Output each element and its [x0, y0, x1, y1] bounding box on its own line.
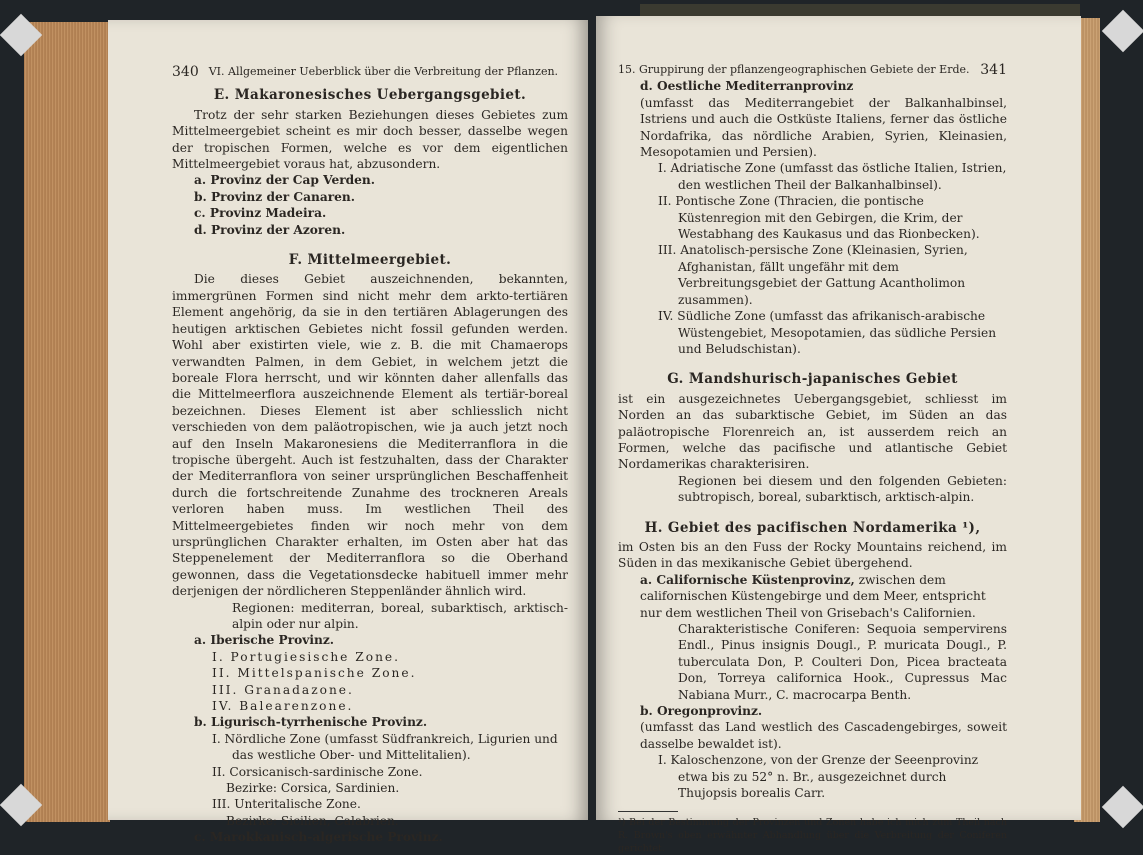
page-number: 340 — [172, 64, 199, 80]
province-title: d. Oestliche Mediterranprovinz — [640, 79, 854, 94]
section-title: H. Gebiet des pacifischen Nordamerika ¹), — [644, 519, 981, 536]
page-edges-left — [24, 22, 110, 822]
zone-item: III. Granadazone. — [212, 682, 354, 697]
zone-item: II. Pontische Zone (Thracien, die pontische Küstenregion mit den Gebirgen, die Krim, der Westabhang des Kaukasus und das Rionbecken). — [658, 194, 980, 242]
zone-item: II. Corsicanisch-sardinische Zone. — [212, 764, 423, 779]
section-title: E. Makaronesisches Uebergangsgebiet. — [213, 87, 527, 104]
list-item: a. Provinz der Cap Verden. — [194, 173, 376, 188]
list-item: b. Provinz der Canaren. — [194, 189, 356, 204]
regions-line: Regionen bei diesem und den folgenden Gebieten: subtropisch, boreal, subarktisch, arktisch-alpin. — [678, 473, 1007, 505]
zone-item: III. Unteritalische Zone. — [212, 797, 361, 812]
province-title: a. Californische Küstenprovinz, — [640, 572, 855, 587]
province-title: a. Iberische Provinz. — [194, 633, 335, 648]
district-line: Bezirke: Sicilien, Calabrien. — [226, 813, 399, 828]
page-number: 341 — [980, 62, 1007, 78]
running-header-left — [172, 64, 568, 80]
list-item: d. Provinz der Azoren. — [194, 222, 346, 237]
province-title: b. Ligurisch-tyrrhenische Provinz. — [194, 715, 428, 730]
footnote-rule — [618, 811, 678, 812]
zone-item: I. Kaloschenzone, von der Grenze der Seeenprovinz etwa bis zu 52° n. Br., ausgezeichnet durch Thujopsis borealis Carr. — [658, 753, 979, 801]
conifers-line: Charakteristische Coniferen: Sequoia sempervirens Endl., Pinus insignis Dougl., P. muricata Dougl., P. tuberculata Don, P. Coulteri Don, Picea bracteata Don, Torreya californica Hook., Cupressus Mac Nabiana Murr., C. macrocarpa Benth. — [678, 622, 1007, 702]
section-title: G. Mandshurisch-japanisches Gebiet — [667, 371, 958, 388]
paragraph: ist ein ausgezeichnetes Uebergangsgebiet, schliesst im Norden an das subarktische Gebiet, im Süden an das paläotropische Florenreich an, ist ausserdem reich an Formen, welche das pacifische und atlantische Gebiet Nordamerikas charakterisiren. — [618, 391, 1007, 472]
zone-item: IV. Balearenzone. — [212, 699, 354, 714]
zone-item: III. Anatolisch-persische Zone (Kleinasien, Syrien, Afghanistan, fällt ungefähr mit dem Verbreitungsgebiet der Gattung Acantholimon zusammen). — [658, 243, 968, 307]
paragraph: (umfasst das Land westlich des Cascadengebirges, soweit dasselbe bewaldet ist). — [640, 720, 1007, 751]
right-page — [596, 16, 1081, 855]
paragraph: Trotz der sehr starken Beziehungen dieses Gebietes zum Mittelmeergebiet scheint es mir doch besser, dasselbe wegen der tropischen Formen, welche es vor dem eigentlichen Mittelmeergebiet voraus hat, abzusondern. — [172, 107, 568, 172]
footnote: ¹) Bei der Bestimmung der Provinzen und Zonen habe ich mich zum Theil nach R. Brown's oben erwähnter Abhandlung über die Verbreitung der Coniferen gerichtet. — [618, 817, 1007, 855]
list-item: c. Provinz Madeira. — [194, 206, 327, 221]
zone-item: IV. Südliche Zone (umfasst das afrikanisch-arabische Wüstengebiet, Mesopotamien, das südliche Persien und Beludschistan). — [658, 309, 997, 356]
running-header-right — [618, 62, 1007, 78]
district-line: Bezirke: Corsica, Sardinien. — [226, 781, 400, 796]
zone-item: I. Adriatische Zone (umfasst das östliche Italien, Istrien, den westlichen Theil der Balkanhalbinsel). — [658, 161, 1007, 192]
zone-item: I. Portugiesische Zone. — [212, 649, 401, 664]
paragraph: (umfasst das Mediterrangebiet der Balkanhalbinsel, Istriens und auch die Ostküste Italiens, ferner das östliche Nordafrika, das nördliche Arabien, Syrien, Kleinasien, Mesopotamien und Persien). — [640, 95, 1007, 160]
header-title: VI. Allgemeiner Ueberblick über die Verbreitung der Pflanzen. — [208, 65, 559, 78]
paragraph: im Osten bis an den Fuss der Rocky Mountains reichend, im Süden in das mexikanische Gebiet übergehend. — [618, 539, 1007, 571]
section-title: F. Mittelmeergebiet. — [288, 252, 452, 269]
regions-line: Regionen: mediterran, boreal, subarktisch, arktisch-alpin oder nur alpin. — [232, 600, 568, 631]
left-page — [108, 20, 588, 845]
province-title: c. Marokkanisch-algerische Provinz. — [194, 830, 443, 845]
paragraph: Die dieses Gebiet auszeichnenden, bekannten, immergrünen Formen sind nicht mehr dem arkto-tertiären Element angehörig, da sie in den tertiären Ablagerungen des heutigen arktischen Gebietes nicht fossil gefunden werden. Wohl aber existirten viele, wie z. B. die mit Chamaerops verwandten Palmen, in dem Gebiet, in welchem jetzt die boreale Flora herrscht, und wir könnten daher allenfalls das die Mittelmeerflora auszeichnende Element als tertiär-boreal bezeichnen. Dieses Element ist aber schliesslich nicht verschieden von dem paläotropischen, wie ja auch jetzt noch auf den Inseln Makaronesiens die Mediterranflora in die tropische übergeht. Auch ist festzuhalten, dass der Charakter der Mediterranflora von seiner ursprünglichen Beschaffenheit durch die fortschreitende Zunahme des trockneren Areals verloren haben muss. Im westlichen Theil des Mittelmeergebietes finden wir noch mehr von dem ursprünglichen Charakter erhalten, im Osten aber hat das Steppenelement der Mediterranflora so die Oberhand gewonnen, dass die Vegetationsdecke habituell immer mehr derjenigen der nördlicheren Steppenländer ähnlich wird. — [172, 272, 568, 599]
header-title: 15. Gruppirung der pflanzengeographischen Gebiete der Erde. — [618, 63, 970, 76]
paragraph: zwischen dem californischen Küstengebirge und dem Meer, entspricht nur dem westlichen Theil von Grisebach's Californien. — [640, 572, 986, 620]
province-title: b. Oregonprovinz. — [640, 704, 763, 719]
zone-item: I. Nördliche Zone (umfasst Südfrankreich, Ligurien und das westliche Ober- und Mittelitalien). — [212, 731, 558, 763]
corner-tab — [1102, 10, 1143, 52]
corner-tab — [1102, 786, 1143, 828]
zone-item: II. Mittelspanische Zone. — [212, 666, 417, 681]
